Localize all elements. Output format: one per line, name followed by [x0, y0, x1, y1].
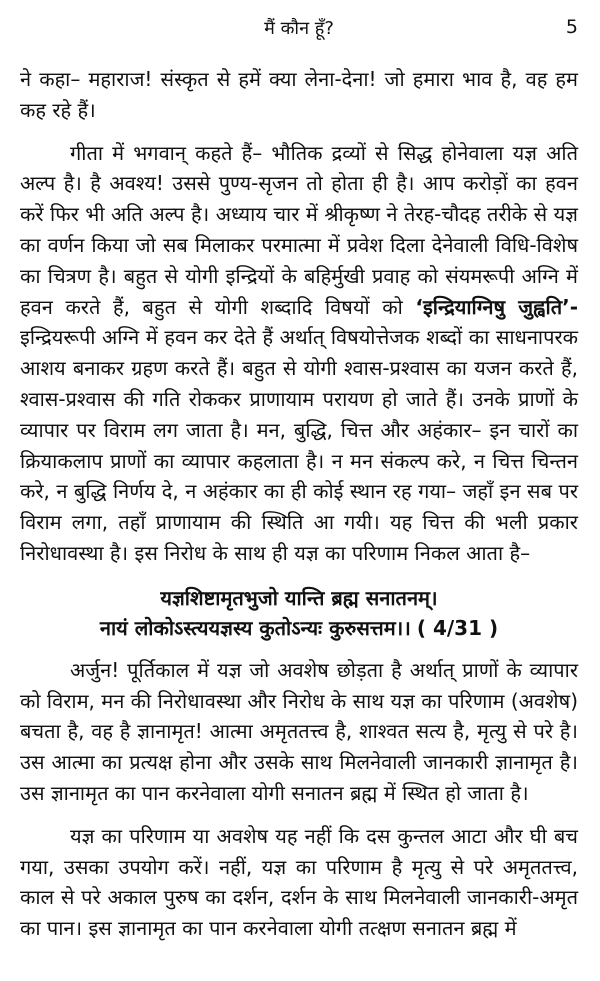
- verse-reference: ( 4/31 ): [416, 615, 499, 640]
- page-number: 5: [565, 16, 578, 38]
- sanskrit-quote: ‘इन्द्रियाग्निषु जुह्वति’-: [415, 294, 578, 319]
- paragraph-verse-explanation: अर्जुन! पूर्तिकाल में यज्ञ जो अवशेष छोड़ता है अर्थात् प्राणों के व्यापार को विराम, मन की निरोधावस्था और निरोध के साथ यज्ञ का परिणाम (अवशेष) बचता है, वह है ज्ञानामृत! आत्मा अमृततत्त्व है, शाश्वत सत्य है, मृत्यु से परे है। उस आत्मा का प्रत्यक्ष होना और उसके साथ मिलनेवाली जानकारी ज्ञानामृत है। उस ज्ञानामृत का पान करनेवाला योगी सनातन ब्रह्म में स्थित हो जाता है।: [20, 657, 578, 805]
- verse-line-2: [20, 613, 578, 643]
- gita-verse: [20, 583, 578, 643]
- running-title: मैं कौन हूँ?: [264, 18, 334, 39]
- paragraph-continuation: ने कहा– महाराज! संस्कृत से हमें क्या लेना-देना! जो हमारा भाव है, वह हम कह रहे हैं।: [20, 67, 578, 122]
- paragraph-yajna-description: [20, 138, 578, 569]
- verse-line-2-text: नायं लोकोऽस्त्ययज्ञस्य कुतोऽन्यः कुरुसत्तम।।: [99, 615, 411, 640]
- paragraph-text-part: इन्द्रियरूपी अग्नि में हवन कर देते हैं अर्थात् विषयोत्तेजक शब्दों का साधनापरक आशय बनाकर ग्रहण करते हैं। बहुत से योगी श्वास-प्रश्वास का यजन करते हैं, श्वास-प्रश्वास की गति रोककर प्राणायाम परायण हो जाते हैं। उनके प्राणों के व्यापार पर विराम लग जाता है। मन, बुद्धि, चित्त और अहंकार– इन चारों का क्रियाकलाप प्राणों का व्यापार कहलाता है। न मन संकल्प करे, न चित्त चिन्तन करे, न बुद्धि निर्णय दे, न अहंकार का ही कोई स्थान रह गया– जहाँ इन सब पर विराम लगा, तहाँ प्राणायाम की स्थिति आ गयी। यह चित्त की भली प्रकार निरोधावस्था है। इस निरोध के साथ ही यज्ञ का परिणाम निकल आता है–: [20, 325, 578, 565]
- paragraph-yajna-result: यज्ञ का परिणाम या अवशेष यह नहीं कि दस कुन्तल आटा और घी बच गया, उसका उपयोग करें। नहीं, यज्ञ का परिणाम है मृत्यु से परे अमृततत्त्व, काल से परे अकाल पुरुष का दर्शन, दर्शन के साथ मिलनेवाली जानकारी-अमृत का पान। इस ज्ञानामृत का पान करनेवाला योगी तत्क्षण सनातन ब्रह्म में: [20, 823, 578, 941]
- verse-line-1: यज्ञशिष्टामृतभुजो यान्ति ब्रह्म सनातनम्।: [160, 585, 438, 610]
- page-header: [20, 16, 578, 44]
- paragraph-text-part: गीता में भगवान् कहते हैं– भौतिक द्रव्यों से सिद्ध होनेवाला यज्ञ अति अल्प है। है अवश्य! उससे पुण्य-सृजन तो होता ही है। आप करोड़ों का हवन करें फिर भी अति अल्प है। अध्याय चार में श्रीकृष्ण ने तेरह-चौदह तरीके से यज्ञ का वर्णन किया जो सब मिलाकर परमात्मा में प्रवेश दिला देनेवाली विधि-विशेष का चित्रण है। बहुत से योगी इन्द्रियों के बहिर्मुखी प्रवाह को संयमरूपी अग्नि में हवन करते हैं, बहुत से योगी शब्दादि विषयों को: [20, 140, 578, 319]
